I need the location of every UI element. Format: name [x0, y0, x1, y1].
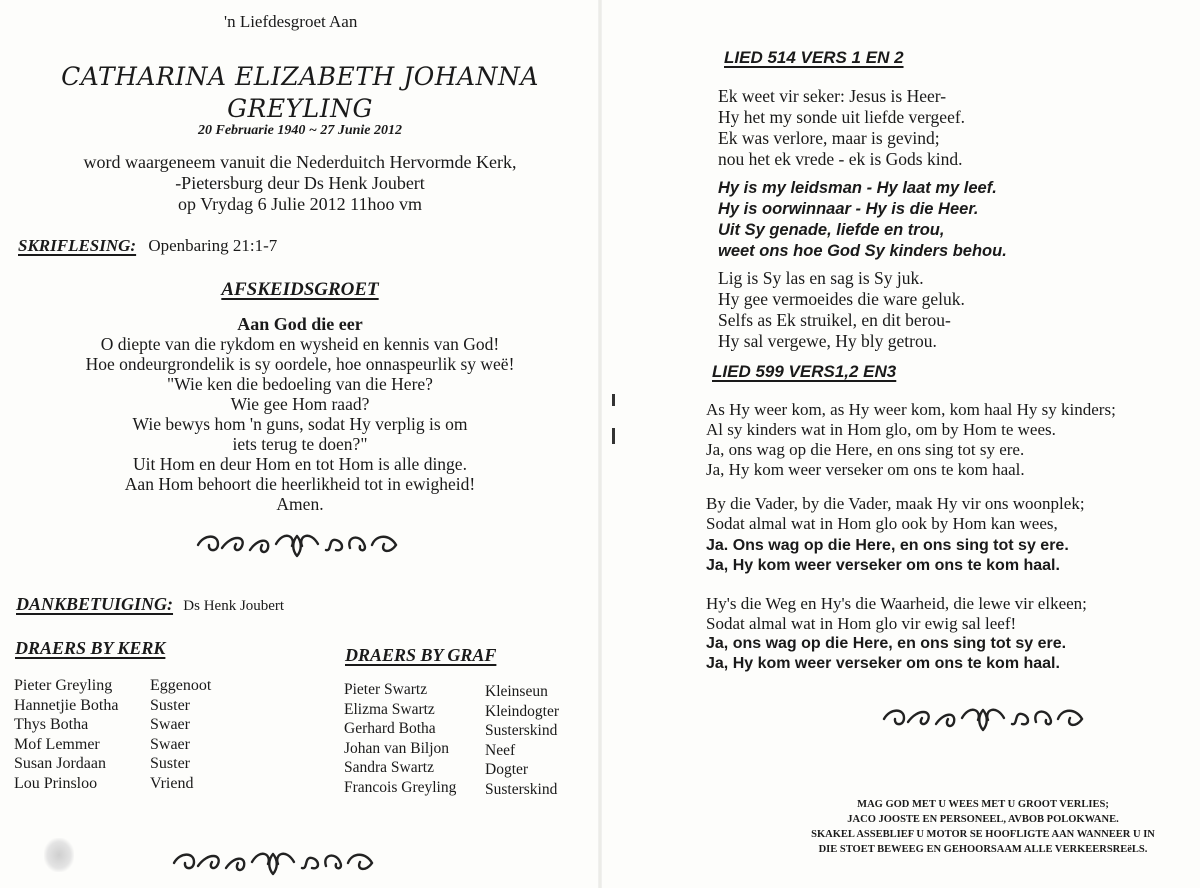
- bearer-name: Francois Greyling: [344, 778, 457, 796]
- hymn2-verse3-refrain: [706, 634, 1066, 674]
- greeting: 'n Liefdesgroet Aan: [224, 12, 358, 31]
- farewell-line: Wie gee Hom raad?: [230, 394, 370, 414]
- service-line: word waargeneem vanuit die Nederduitch Hervormde Kerk,: [83, 152, 517, 172]
- church-bearers-names: [14, 676, 118, 793]
- footer-line: SKAKEL ASSEBLIEF U MOTOR SE HOOFLIGTE AAN WANNEER U IN: [811, 829, 1155, 840]
- farewell-line: Wie bewys hom 'n guns, sodat Hy verplig is om: [132, 414, 468, 434]
- grave-bearers-names: [344, 680, 456, 797]
- right-page: [600, 0, 1200, 888]
- lyric-line: Hy het my sonde uit liefde vergeef.: [718, 107, 966, 127]
- lyric-line: Hy sal vergewe, Hy bly getrou.: [718, 331, 937, 351]
- farewell-text: [20, 334, 580, 514]
- lyric-line: Ja. Ons wag op die Here, en ons sing tot sy ere.: [706, 537, 1069, 554]
- lyric-line: Ja, ons wag op die Here, en ons sing tot sy ere.: [706, 440, 1025, 459]
- footer-line: JACO JOOSTE EN PERSONEEL, AVBOB POLOKWANE.: [847, 814, 1119, 825]
- lyric-line: As Hy weer kom, as Hy weer kom, kom haal Hy sy kinders;: [706, 400, 1116, 419]
- bearer-name: Pieter Greyling: [14, 677, 113, 694]
- lyric-line: Hy is my leidsman - Hy laat my leef.: [718, 179, 997, 197]
- lyric-line: Ek was verlore, maar is gevind;: [718, 128, 940, 148]
- grave-bearers-relations: [485, 682, 559, 799]
- scripture-label: SKRIFLESING:: [18, 236, 137, 255]
- hymn2-verse2-refrain: [706, 536, 1069, 576]
- lyric-line: Lig is Sy las en sag is Sy juk.: [718, 268, 924, 288]
- footer-line: MAG GOD MET U WEES MET U GROOT VERLIES;: [857, 799, 1109, 810]
- bearer-name: Sandra Swartz: [344, 759, 434, 776]
- farewell-line: iets terug te doen?": [232, 434, 368, 454]
- farewell-heading: AFSKEIDSGROET: [221, 279, 379, 300]
- bearer-relation: Suster: [150, 696, 190, 714]
- bearer-relation: Dogter: [485, 761, 529, 778]
- lyric-line: Ja, ons wag op die Here, en ons sing tot sy ere.: [706, 635, 1067, 652]
- service-details: [20, 152, 580, 215]
- flourish-ornament-bottom-icon: [168, 846, 378, 880]
- lyric-line: Sodat almal wat in Hom glo ook by Hom kan wees,: [706, 514, 1058, 533]
- hymn1-verse2: [718, 268, 965, 352]
- church-bearers-heading: DRAERS BY KERK: [15, 638, 166, 658]
- bearer-name: Lou Prinsloo: [14, 774, 98, 792]
- bearer-relation: Eggenoot: [150, 677, 212, 694]
- bearer-name: Elizma Swartz: [344, 700, 435, 718]
- lyric-line: Ja, Hy kom weer verseker om ons te kom haal.: [706, 460, 1025, 479]
- acknowledgement: [16, 594, 284, 615]
- grave-bearers-heading: DRAERS BY GRAF: [345, 645, 497, 665]
- service-line: -Pietersburg deur Ds Henk Joubert: [175, 173, 425, 193]
- footer-line: DIE STOET BEWEEG EN GEHOORSAAM ALLE VERKEERSREëLS.: [818, 844, 1148, 855]
- thanks-value: Ds Henk Joubert: [183, 598, 285, 614]
- flourish-ornament-icon: [192, 528, 402, 562]
- lyric-line: Hy is oorwinnaar - Hy is die Heer.: [718, 200, 979, 218]
- bearer-name: Gerhard Botha: [344, 720, 436, 737]
- farewell-line: Amen.: [276, 494, 324, 514]
- life-dates: 20 Februarie 1940 ~ 27 Junie 2012: [198, 123, 402, 138]
- lyric-line: Uit Sy genade, liefde en trou,: [718, 221, 945, 239]
- thanks-label: DANKBETUIGING:: [16, 594, 174, 614]
- hymn2-verse3: [706, 594, 1087, 634]
- lyric-line: weet ons hoe God Sy kinders behou.: [718, 242, 1007, 260]
- flourish-ornament-right-icon: [878, 702, 1088, 736]
- scripture-reading: [18, 236, 277, 256]
- hymn2-heading: LIED 599 VERS1,2 EN3: [712, 362, 897, 381]
- deceased-name-line1: CATHARINA ELIZABETH JOHANNA: [61, 62, 539, 91]
- lyric-line: Al sy kinders wat in Hom glo, om by Hom te wees.: [706, 420, 1056, 439]
- bearer-name: Pieter Swartz: [344, 681, 428, 698]
- scripture-value: Openbaring 21:1-7: [148, 236, 278, 255]
- hymn1-chorus: [718, 178, 1007, 262]
- bearer-relation: Kleinseun: [485, 683, 548, 700]
- lyric-line: Ek weet vir seker: Jesus is Heer-: [718, 86, 947, 106]
- farewell-line: Hoe ondeurgrondelik is sy oordele, hoe onnaspeurlik sy weë!: [85, 354, 515, 374]
- bearer-name: Thys Botha: [14, 716, 89, 733]
- lyric-line: Hy gee vermoeides die ware geluk.: [718, 289, 965, 309]
- service-line: op Vrydag 6 Julie 2012 11hoo vm: [178, 194, 422, 214]
- hymn2-verse2: [706, 494, 1085, 534]
- bearer-relation: Kleindogter: [485, 702, 560, 720]
- bearer-relation: Vriend: [150, 774, 194, 792]
- lyric-line: Ja, Hy kom weer verseker om ons te kom haal.: [706, 655, 1060, 672]
- farewell-line: O diepte van die rykdom en wysheid en kennis van God!: [100, 334, 500, 354]
- lyric-line: Selfs as Ek struikel, en dit berou-: [718, 310, 951, 330]
- deceased-name-line2: GREYLING: [227, 94, 373, 123]
- bearer-name: Susan Jordaan: [14, 755, 106, 772]
- farewell-line: Aan Hom behoort die heerlikheid tot in ewigheid!: [124, 474, 476, 494]
- lyric-line: By die Vader, by die Vader, maak Hy vir ons woonplek;: [706, 494, 1085, 513]
- scan-smudge: [44, 838, 74, 872]
- bearer-relation: Suster: [150, 755, 190, 772]
- bearer-relation: Swaer: [150, 716, 190, 733]
- farewell-line: "Wie ken die bedoeling van die Here?: [167, 374, 433, 394]
- lyric-line: Ja, Hy kom weer verseker om ons te kom haal.: [706, 557, 1060, 574]
- lyric-line: nou het ek vrede - ek is Gods kind.: [718, 149, 963, 169]
- bearer-relation: Neef: [485, 741, 516, 759]
- bearer-name: Mof Lemmer: [14, 735, 100, 753]
- bearer-name: Johan van Biljon: [344, 739, 450, 757]
- bearer-relation: Susterskind: [485, 722, 558, 739]
- hymn2-verse1: [706, 400, 1116, 480]
- church-bearers-relations: [150, 676, 211, 793]
- bearer-relation: Swaer: [150, 735, 190, 753]
- hymn1-heading: LIED 514 VERS 1 EN 2: [724, 48, 904, 67]
- footer-notice: [770, 797, 1196, 857]
- lyric-line: Sodat almal wat in Hom glo vir ewig sal leef!: [706, 614, 1017, 633]
- farewell-title: Aan God die eer: [237, 314, 363, 334]
- lyric-line: Hy's die Weg en Hy's die Waarheid, die lewe vir elkeen;: [706, 594, 1087, 613]
- bearer-name: Hannetjie Botha: [14, 696, 119, 714]
- farewell-line: Uit Hom en deur Hom en tot Hom is alle dinge.: [133, 454, 467, 474]
- bearer-relation: Susterskind: [485, 780, 558, 798]
- hymn1-verse1: [718, 86, 965, 170]
